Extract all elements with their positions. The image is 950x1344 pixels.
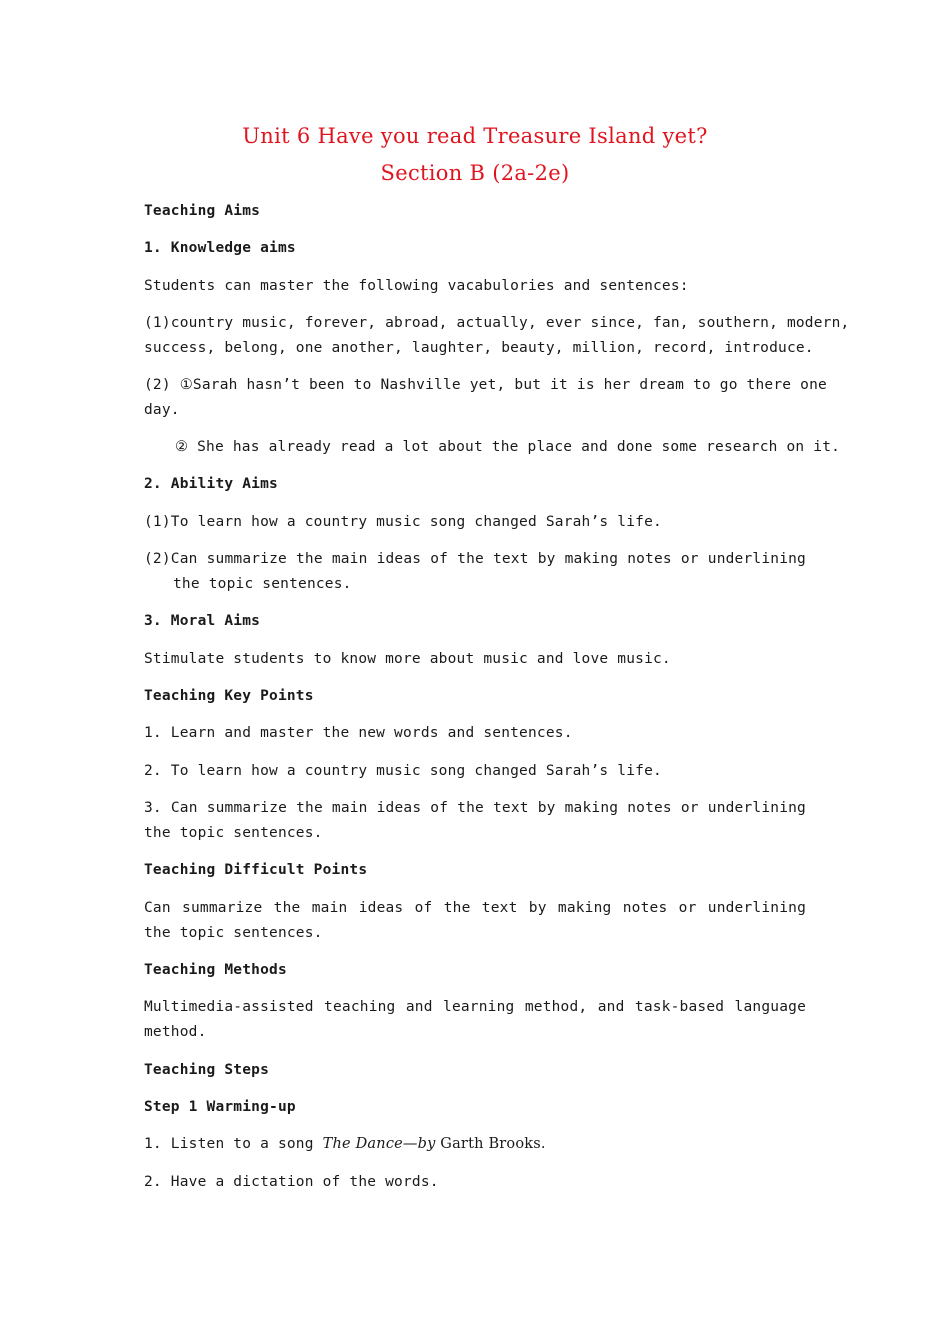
sentence-2: ② She has already read a lot about the place and done some research on it. xyxy=(175,439,841,455)
heading-ability-aims: 2. Ability Aims xyxy=(144,476,278,492)
ability-aim-2: (2)Can summarize the main ideas of the text by making notes or underlining the topic sentences. xyxy=(144,551,806,592)
song-title: The Dance xyxy=(322,1136,403,1152)
step-1-item-2: 2. Have a dictation of the words. xyxy=(144,1174,439,1190)
heading-step-1: Step 1 Warming-up xyxy=(144,1099,296,1115)
heading-moral-aims: 3. Moral Aims xyxy=(144,613,261,629)
ability-aim-1: (1)To learn how a country music song changed Sarah’s life. xyxy=(144,514,662,530)
key-point-3: 3. Can summarize the main ideas of the text by making notes or underlining the topic sentences. xyxy=(144,800,806,841)
step-1-item-1 xyxy=(144,1132,806,1157)
song-by: —by xyxy=(402,1136,436,1152)
methods-text: Multimedia-assisted teaching and learning method, and task-based language method. xyxy=(144,999,806,1040)
heading-teaching-aims: Teaching Aims xyxy=(144,203,261,219)
vocab-line-2: success, belong, one another, laughter, beauty, million, record, introduce. xyxy=(144,340,814,356)
heading-teaching-methods: Teaching Methods xyxy=(144,962,287,978)
heading-knowledge-aims: 1. Knowledge aims xyxy=(144,240,296,256)
knowledge-intro: Students can master the following vacabulories and sentences: xyxy=(144,278,689,294)
sentence-1-line-1: (2) ①Sarah hasn’t been to Nashville yet, but it is her dream to go there one xyxy=(144,377,827,393)
sentence-1-line-2: day. xyxy=(144,402,180,418)
heading-key-points: Teaching Key Points xyxy=(144,688,314,704)
moral-text: Stimulate students to know more about music and love music. xyxy=(144,651,671,667)
step-1-item-1-prefix: 1. Listen to a song xyxy=(144,1136,323,1152)
key-point-2: 2. To learn how a country music song changed Sarah’s life. xyxy=(144,763,662,779)
vocab-line-1: (1)country music, forever, abroad, actually, ever since, fan, southern, modern, xyxy=(144,315,850,331)
song-artist: Garth Brooks. xyxy=(435,1136,546,1152)
heading-difficult-points: Teaching Difficult Points xyxy=(144,862,368,878)
document-subtitle: Section B (2a-2e) xyxy=(380,161,570,185)
heading-teaching-steps: Teaching Steps xyxy=(144,1062,270,1078)
document-title: Unit 6 Have you read Treasure Island yet? xyxy=(242,124,708,148)
key-point-1: 1. Learn and master the new words and sentences. xyxy=(144,725,573,741)
difficult-text: Can summarize the main ideas of the text by making notes or underlining the topic sentences. xyxy=(144,900,806,941)
